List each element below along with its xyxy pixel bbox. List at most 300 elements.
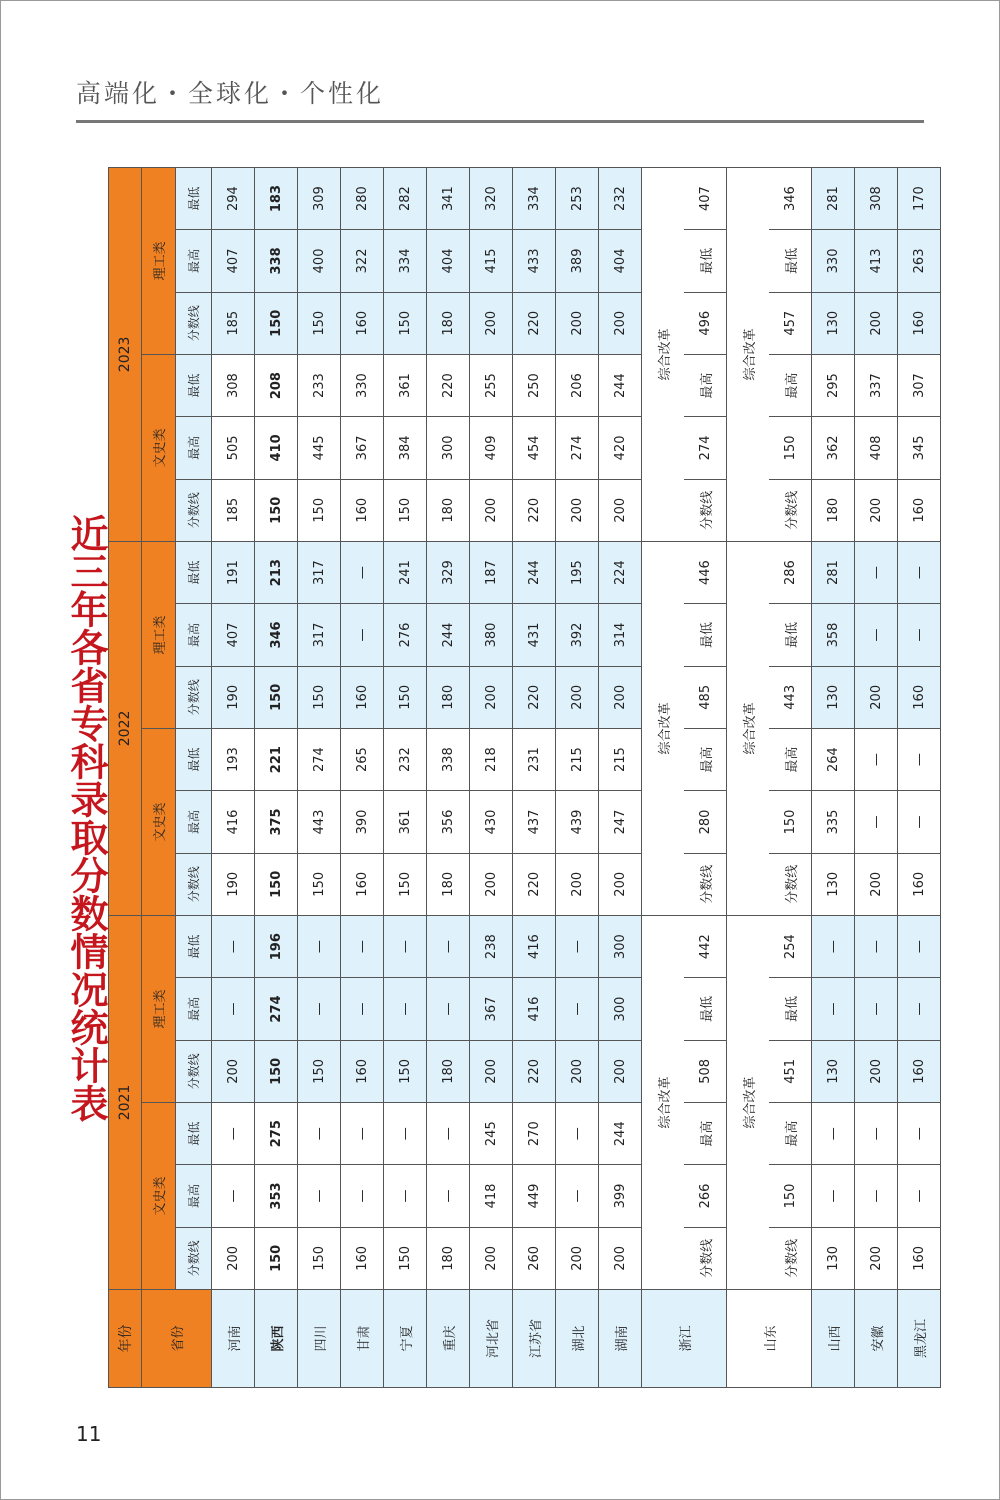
score-cell: 196	[255, 915, 298, 977]
score-cell: 160	[898, 853, 941, 915]
reform-value: 443	[769, 666, 812, 728]
reform-metric-label: 分数线	[769, 479, 812, 541]
score-cell: 200	[212, 1040, 255, 1102]
score-cell: —	[341, 915, 384, 977]
score-cell: 200	[855, 292, 898, 354]
score-cell: 150	[298, 1227, 341, 1289]
year-2023: 2023	[109, 167, 142, 541]
page-number: 11	[76, 1422, 102, 1446]
score-cell: 220	[427, 354, 470, 416]
score-cell: 200	[855, 853, 898, 915]
reform-label: 综合改革	[727, 915, 770, 1289]
score-cell: —	[855, 1165, 898, 1227]
score-cell: —	[212, 915, 255, 977]
cat-ligong-2023: 理工类	[142, 167, 176, 354]
score-cell: —	[427, 978, 470, 1040]
reform-value: 451	[769, 1040, 812, 1102]
score-cell: 150	[384, 1040, 427, 1102]
score-cell: 384	[384, 417, 427, 479]
reform-row-values	[769, 167, 812, 1387]
score-cell: 220	[513, 479, 556, 541]
province-cell: 山东	[727, 1290, 812, 1388]
score-cell: 244	[427, 604, 470, 666]
province-cell: 河南	[212, 1290, 255, 1388]
table-row	[812, 167, 855, 1387]
score-cell: 183	[255, 167, 298, 229]
score-cell: 330	[812, 230, 855, 292]
score-cell: 276	[384, 604, 427, 666]
score-cell: 244	[513, 541, 556, 603]
score-cell: 213	[255, 541, 298, 603]
score-cell: 265	[341, 728, 384, 790]
score-cell: 232	[384, 728, 427, 790]
table-row	[855, 167, 898, 1387]
score-cell: 180	[427, 853, 470, 915]
score-cell: —	[384, 1165, 427, 1227]
reform-label: 综合改革	[642, 915, 685, 1289]
score-cell: 160	[341, 479, 384, 541]
score-cell: 150	[255, 1227, 298, 1289]
score-cell: 160	[341, 1040, 384, 1102]
score-cell: 413	[855, 230, 898, 292]
reform-label: 综合改革	[727, 167, 770, 541]
reform-metric-label: 最高	[684, 1103, 727, 1165]
score-cell: 185	[212, 479, 255, 541]
score-cell: —	[341, 541, 384, 603]
score-cell: 280	[341, 167, 384, 229]
score-cell: 345	[898, 417, 941, 479]
score-cell: 150	[298, 853, 341, 915]
score-cell: 150	[255, 853, 298, 915]
reform-metric-label: 分数线	[769, 853, 812, 915]
score-cell: —	[384, 1103, 427, 1165]
score-cell: 367	[470, 978, 513, 1040]
score-cell: 170	[898, 167, 941, 229]
year-2022: 2022	[109, 541, 142, 915]
score-cell: 130	[812, 292, 855, 354]
score-cell: 505	[212, 417, 255, 479]
province-cell: 陕西	[255, 1290, 298, 1388]
score-cell: 130	[812, 666, 855, 728]
subheader-low: 最低	[176, 1103, 212, 1165]
score-cell: 200	[212, 1227, 255, 1289]
province-cell: 河北省	[470, 1290, 513, 1388]
score-cell: 200	[470, 853, 513, 915]
score-cell: 190	[212, 666, 255, 728]
score-cell: 193	[212, 728, 255, 790]
score-cell: 200	[855, 666, 898, 728]
reform-metric-label: 最高	[769, 1103, 812, 1165]
score-cell: —	[898, 1103, 941, 1165]
score-cell: 150	[255, 479, 298, 541]
score-cell: 200	[599, 1227, 642, 1289]
score-cell: 200	[470, 1040, 513, 1102]
score-cell: —	[855, 791, 898, 853]
score-cell: 308	[855, 167, 898, 229]
province-cell: 甘肃	[341, 1290, 384, 1388]
province-cell: 湖南	[599, 1290, 642, 1388]
score-cell: 195	[556, 541, 599, 603]
reform-value: 496	[684, 292, 727, 354]
province-cell: 黑龙江	[898, 1290, 941, 1388]
subheader-line: 分数线	[176, 479, 212, 541]
score-cell: 454	[513, 417, 556, 479]
score-cell: 200	[855, 479, 898, 541]
score-cell: 309	[298, 167, 341, 229]
score-cell: 244	[599, 354, 642, 416]
score-cell: 338	[427, 728, 470, 790]
score-cell: 420	[599, 417, 642, 479]
score-cell: —	[212, 978, 255, 1040]
score-cell: 416	[513, 915, 556, 977]
score-cell: 150	[384, 853, 427, 915]
table-row	[341, 167, 384, 1387]
score-cell: 389	[556, 230, 599, 292]
score-cell: 220	[513, 292, 556, 354]
score-cell: 361	[384, 791, 427, 853]
score-cell: —	[341, 978, 384, 1040]
score-cell: 443	[298, 791, 341, 853]
score-cell: 255	[470, 354, 513, 416]
score-cell: 206	[556, 354, 599, 416]
score-cell: 320	[470, 167, 513, 229]
score-cell: 329	[427, 541, 470, 603]
score-cell: 200	[556, 292, 599, 354]
score-cell: —	[812, 1103, 855, 1165]
score-cell: 185	[212, 292, 255, 354]
score-cell: 200	[855, 1040, 898, 1102]
score-cell: 130	[812, 853, 855, 915]
score-cell: 200	[556, 1040, 599, 1102]
score-cell: 295	[812, 354, 855, 416]
score-cell: 431	[513, 604, 556, 666]
score-cell: 264	[812, 728, 855, 790]
score-cell: 150	[255, 292, 298, 354]
score-cell: —	[298, 978, 341, 1040]
subheader-low: 最低	[176, 728, 212, 790]
reform-row-label	[642, 167, 685, 1387]
score-cell: 356	[427, 791, 470, 853]
score-cell: 200	[470, 292, 513, 354]
score-cell: 200	[556, 1227, 599, 1289]
score-cell: 358	[812, 604, 855, 666]
score-cell: 317	[298, 541, 341, 603]
score-cell: 375	[255, 791, 298, 853]
table-row	[298, 167, 341, 1387]
province-header: 省份	[142, 1290, 212, 1388]
table-row	[212, 167, 255, 1387]
reform-metric-label: 最低	[684, 230, 727, 292]
score-cell: 317	[298, 604, 341, 666]
reform-value: 446	[684, 541, 727, 603]
table-row	[556, 167, 599, 1387]
score-cell: 362	[812, 417, 855, 479]
score-cell: 160	[341, 1227, 384, 1289]
reform-metric-label: 最低	[684, 978, 727, 1040]
score-cell: —	[812, 915, 855, 977]
reform-metric-label: 分数线	[684, 479, 727, 541]
score-cell: —	[812, 978, 855, 1040]
score-cell: 322	[341, 230, 384, 292]
province-cell: 安徽	[855, 1290, 898, 1388]
score-cell: —	[427, 1165, 470, 1227]
score-cell: 200	[599, 1040, 642, 1102]
subheader-low: 最低	[176, 915, 212, 977]
reform-value: 485	[684, 666, 727, 728]
score-cell: 449	[513, 1165, 556, 1227]
score-cell: 341	[427, 167, 470, 229]
score-cell: 253	[556, 167, 599, 229]
score-cell: 233	[298, 354, 341, 416]
subheader-line: 分数线	[176, 292, 212, 354]
score-cell: —	[298, 1165, 341, 1227]
score-cell: 180	[427, 666, 470, 728]
reform-metric-label: 最高	[684, 728, 727, 790]
score-cell: —	[556, 978, 599, 1040]
reform-metric-label: 最低	[769, 604, 812, 666]
score-cell: 404	[599, 230, 642, 292]
score-cell: 191	[212, 541, 255, 603]
score-cell: 180	[427, 479, 470, 541]
score-cell: 408	[855, 417, 898, 479]
score-cell: 187	[470, 541, 513, 603]
table-row	[255, 167, 298, 1387]
score-cell: —	[898, 541, 941, 603]
score-cell: 150	[298, 292, 341, 354]
reform-value: 266	[684, 1165, 727, 1227]
score-cell: —	[384, 915, 427, 977]
province-cell: 山西	[812, 1290, 855, 1388]
score-cell: 150	[255, 1040, 298, 1102]
reform-row-values	[684, 167, 727, 1387]
score-cell: 409	[470, 417, 513, 479]
score-cell: —	[212, 1103, 255, 1165]
cat-wenshi-2022: 文史类	[142, 728, 176, 915]
score-cell: 160	[341, 853, 384, 915]
score-cell: 281	[812, 541, 855, 603]
score-cell: —	[427, 1103, 470, 1165]
table-title: 近三年各省专科录取分数情况统计表	[64, 514, 108, 1122]
score-cell: 282	[384, 167, 427, 229]
cat-ligong-2022: 理工类	[142, 541, 176, 728]
score-cell: 334	[513, 167, 556, 229]
score-cell: 130	[812, 1227, 855, 1289]
reform-label: 综合改革	[642, 167, 685, 541]
score-cell: 418	[470, 1165, 513, 1227]
score-cell: 221	[255, 728, 298, 790]
score-cell: 220	[513, 1040, 556, 1102]
score-cell: —	[384, 978, 427, 1040]
score-cell: 150	[255, 666, 298, 728]
province-cell: 江苏省	[513, 1290, 556, 1388]
cat-wenshi-2023: 文史类	[142, 354, 176, 541]
subheader-high: 最高	[176, 978, 212, 1040]
score-cell: 400	[298, 230, 341, 292]
reform-value: 254	[769, 915, 812, 977]
score-cell: 150	[384, 1227, 427, 1289]
score-cell: —	[898, 1165, 941, 1227]
score-cell: 433	[513, 230, 556, 292]
score-cell: 200	[556, 853, 599, 915]
table-row	[384, 167, 427, 1387]
subheader-low: 最低	[176, 354, 212, 416]
score-cell: 200	[599, 853, 642, 915]
score-cell: —	[298, 915, 341, 977]
score-cell: —	[556, 1103, 599, 1165]
score-cell: 245	[470, 1103, 513, 1165]
score-table-wrapper	[108, 168, 932, 1388]
score-cell: 190	[212, 853, 255, 915]
cat-ligong-2021: 理工类	[142, 915, 176, 1102]
score-cell: 150	[384, 666, 427, 728]
subheader-high: 最高	[176, 791, 212, 853]
score-cell: 218	[470, 728, 513, 790]
score-cell: 430	[470, 791, 513, 853]
subheader-line: 分数线	[176, 1040, 212, 1102]
table-row	[470, 167, 513, 1387]
score-cell: 150	[384, 292, 427, 354]
score-cell: 337	[855, 354, 898, 416]
score-cell: 200	[855, 1227, 898, 1289]
province-cell: 重庆	[427, 1290, 470, 1388]
score-cell: 150	[298, 666, 341, 728]
score-cell: 250	[513, 354, 556, 416]
score-cell: 274	[556, 417, 599, 479]
score-cell: 150	[384, 479, 427, 541]
score-cell: —	[341, 604, 384, 666]
reform-value: 150	[769, 791, 812, 853]
score-cell: 380	[470, 604, 513, 666]
subheader-high: 最高	[176, 230, 212, 292]
score-cell: 200	[470, 666, 513, 728]
score-table	[108, 167, 941, 1388]
score-cell: 330	[341, 354, 384, 416]
score-cell: 294	[212, 167, 255, 229]
score-cell: 160	[341, 292, 384, 354]
score-cell: 390	[341, 791, 384, 853]
score-cell: 275	[255, 1103, 298, 1165]
reform-metric-label: 分数线	[684, 853, 727, 915]
subheader-low: 最低	[176, 167, 212, 229]
score-cell: 300	[427, 417, 470, 479]
reform-value: 407	[684, 167, 727, 229]
score-cell: 200	[556, 666, 599, 728]
province-cell: 四川	[298, 1290, 341, 1388]
header-rule	[76, 120, 924, 123]
score-cell: 445	[298, 417, 341, 479]
score-cell: 130	[812, 1040, 855, 1102]
subheader-line: 分数线	[176, 1227, 212, 1289]
score-cell: 220	[513, 666, 556, 728]
reform-value: 280	[684, 791, 727, 853]
score-cell: 367	[341, 417, 384, 479]
score-cell: —	[556, 915, 599, 977]
score-cell: 180	[427, 1040, 470, 1102]
reform-value: 508	[684, 1040, 727, 1102]
subheader-low: 最低	[176, 541, 212, 603]
score-cell: 200	[556, 479, 599, 541]
reform-row-label	[727, 167, 770, 1387]
score-cell: 308	[212, 354, 255, 416]
province-cell: 浙江	[642, 1290, 727, 1388]
score-cell: 160	[898, 1227, 941, 1289]
score-cell: 244	[599, 1103, 642, 1165]
score-cell: 353	[255, 1165, 298, 1227]
score-cell: 160	[898, 666, 941, 728]
score-cell: —	[898, 728, 941, 790]
score-cell: —	[427, 915, 470, 977]
reform-value: 457	[769, 292, 812, 354]
year-header: 年份	[109, 1290, 142, 1388]
table-row	[599, 167, 642, 1387]
score-cell: 180	[427, 1227, 470, 1289]
score-cell: 338	[255, 230, 298, 292]
score-cell: 200	[599, 479, 642, 541]
subheader-high: 最高	[176, 604, 212, 666]
score-cell: 215	[556, 728, 599, 790]
score-cell: —	[855, 541, 898, 603]
score-cell: 200	[599, 666, 642, 728]
reform-value: 274	[684, 417, 727, 479]
score-cell: 160	[341, 666, 384, 728]
score-cell: 263	[898, 230, 941, 292]
score-cell: 200	[470, 479, 513, 541]
score-cell: —	[341, 1103, 384, 1165]
score-cell: 361	[384, 354, 427, 416]
table-row	[898, 167, 941, 1387]
score-cell: —	[812, 1165, 855, 1227]
score-cell: —	[855, 728, 898, 790]
province-cell: 湖北	[556, 1290, 599, 1388]
year-2021: 2021	[109, 915, 142, 1289]
score-cell: 437	[513, 791, 556, 853]
score-cell: 160	[898, 292, 941, 354]
reform-metric-label: 最低	[769, 978, 812, 1040]
score-cell: 160	[898, 479, 941, 541]
reform-value: 286	[769, 541, 812, 603]
score-cell: 200	[599, 292, 642, 354]
score-cell: 180	[812, 479, 855, 541]
reform-value: 442	[684, 915, 727, 977]
score-cell: 415	[470, 230, 513, 292]
subheader-high: 最高	[176, 417, 212, 479]
score-cell: 150	[298, 1040, 341, 1102]
score-cell: 416	[212, 791, 255, 853]
score-cell: 416	[513, 978, 556, 1040]
reform-value: 150	[769, 417, 812, 479]
score-cell: 238	[470, 915, 513, 977]
score-cell: 307	[898, 354, 941, 416]
score-cell: —	[855, 1103, 898, 1165]
score-cell: —	[855, 604, 898, 666]
score-cell: 439	[556, 791, 599, 853]
score-cell: 231	[513, 728, 556, 790]
reform-metric-label: 最低	[684, 604, 727, 666]
reform-metric-label: 最低	[769, 230, 812, 292]
score-cell: 300	[599, 978, 642, 1040]
subheader-line: 分数线	[176, 666, 212, 728]
score-cell: —	[855, 915, 898, 977]
reform-metric-label: 最高	[769, 354, 812, 416]
reform-metric-label: 分数线	[684, 1227, 727, 1289]
score-cell: —	[898, 791, 941, 853]
score-cell: —	[556, 1165, 599, 1227]
score-cell: 392	[556, 604, 599, 666]
table-row	[427, 167, 470, 1387]
province-cell: 宁夏	[384, 1290, 427, 1388]
score-cell: 270	[513, 1103, 556, 1165]
score-cell: 281	[812, 167, 855, 229]
